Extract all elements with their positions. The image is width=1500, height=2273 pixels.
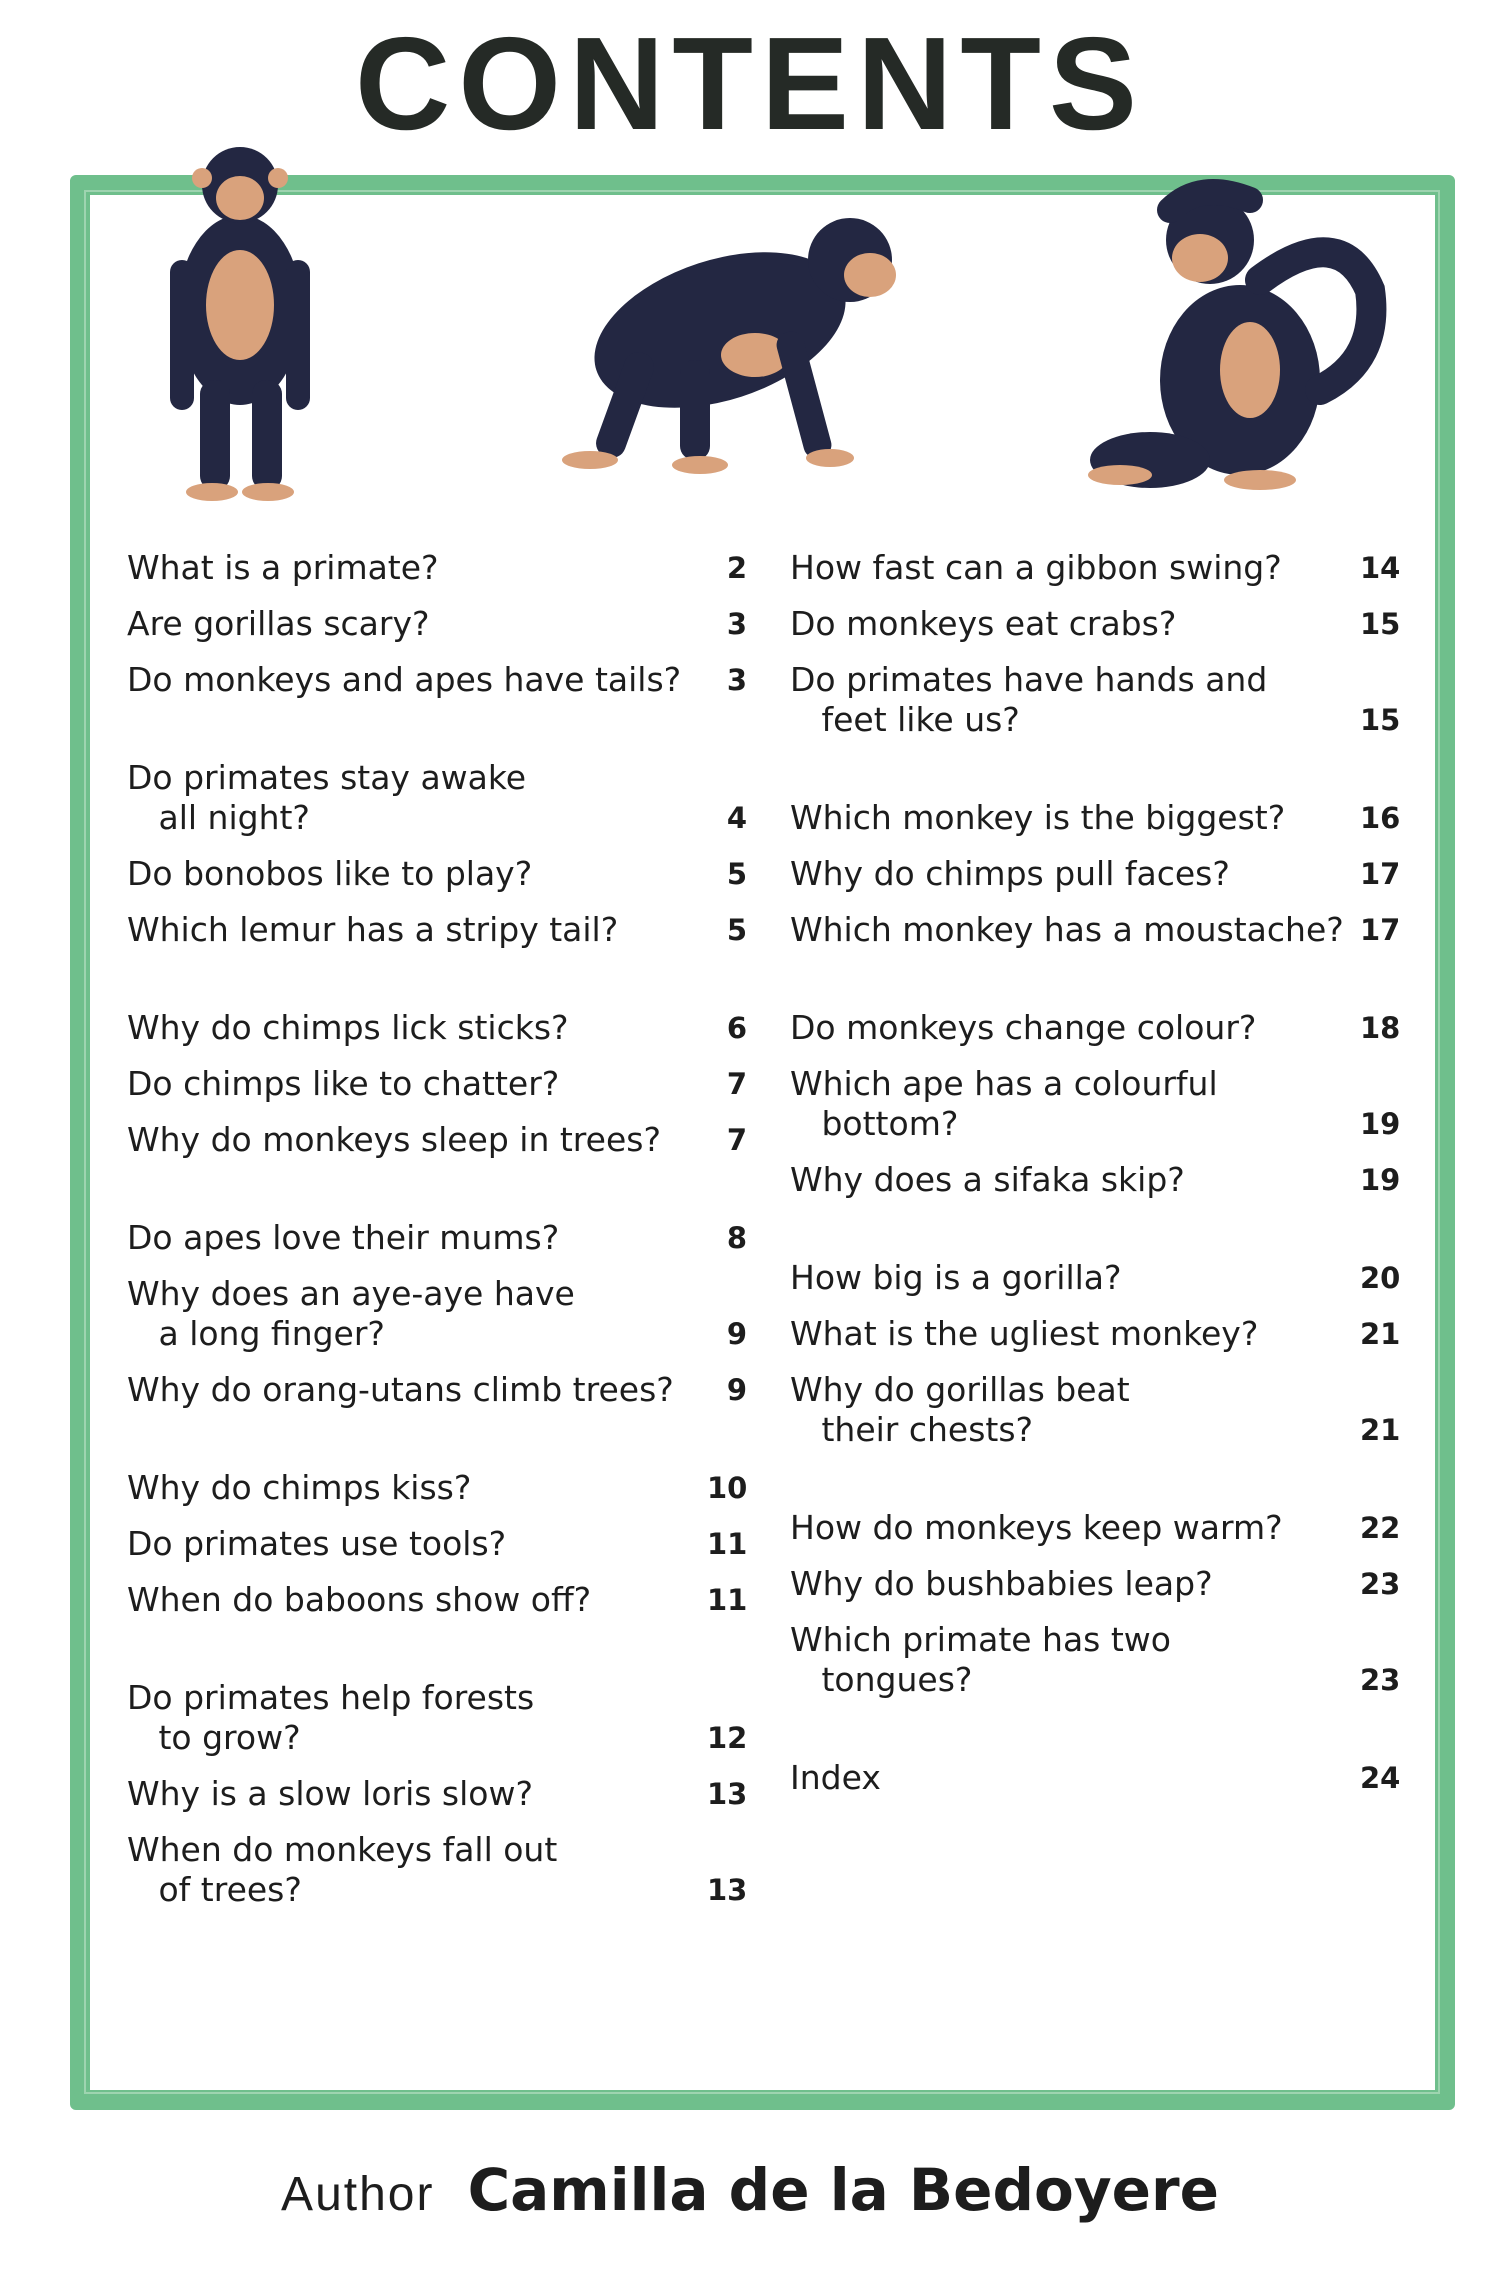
- entry-question: What is the ugliest monkey?: [790, 1314, 1259, 1353]
- contents-entry: [127, 1218, 747, 1258]
- entry-question: Do primates have hands and feet like us?: [790, 660, 1268, 739]
- contents-entry: [127, 758, 747, 838]
- contents-group: [790, 548, 1400, 740]
- entry-question: How big is a gorilla?: [790, 1258, 1122, 1297]
- contents-group: [127, 1468, 747, 1620]
- contents-group: [790, 798, 1400, 950]
- entry-question: Why do chimps kiss?: [127, 1468, 472, 1507]
- contents-entry: [790, 1064, 1400, 1144]
- contents-entry: [127, 854, 747, 894]
- entry-question: How do monkeys keep warm?: [790, 1508, 1283, 1547]
- entry-page-number: 12: [707, 1721, 748, 1755]
- entry-page-number: 9: [726, 1317, 747, 1351]
- entry-page-number: 18: [1360, 1011, 1401, 1045]
- entry-page-number: 4: [726, 801, 747, 835]
- contents-entry: [127, 1274, 747, 1354]
- entry-question: Do apes love their mums?: [127, 1218, 560, 1257]
- contents-entry: [127, 604, 747, 644]
- entry-question: Do bonobos like to play?: [127, 854, 533, 893]
- entry-question: Why do monkeys sleep in trees?: [127, 1120, 661, 1159]
- entry-question: Why do orang-utans climb trees?: [127, 1370, 674, 1409]
- contents-group: [127, 758, 747, 950]
- contents-entry: [127, 660, 747, 700]
- entry-page-number: 24: [1360, 1761, 1401, 1795]
- contents-entry: [790, 1758, 1400, 1798]
- entry-page-number: 16: [1360, 801, 1401, 835]
- entry-question: Do monkeys and apes have tails?: [127, 660, 682, 699]
- contents-entry: [790, 1620, 1400, 1700]
- entry-page-number: 9: [726, 1373, 747, 1407]
- contents-entry: [790, 660, 1400, 740]
- entry-page-number: 3: [726, 663, 747, 697]
- entry-page-number: 21: [1360, 1317, 1401, 1351]
- contents-entry: [790, 604, 1400, 644]
- contents-group: [790, 1258, 1400, 1450]
- contents-entry: [790, 1564, 1400, 1604]
- entry-page-number: 13: [707, 1777, 748, 1811]
- entry-page-number: 21: [1360, 1413, 1401, 1447]
- entry-question: Why does an aye-aye have a long finger?: [127, 1274, 575, 1353]
- entry-question: Why do chimps lick sticks?: [127, 1008, 569, 1047]
- contents-entry: [127, 1830, 747, 1910]
- sitting-chimp-illustration: [1088, 192, 1371, 490]
- entry-question: Do primates stay awake all night?: [127, 758, 527, 837]
- entry-page-number: 10: [707, 1471, 748, 1505]
- contents-entry: [790, 798, 1400, 838]
- entry-page-number: 13: [707, 1873, 748, 1907]
- entry-page-number: 22: [1360, 1511, 1401, 1545]
- contents-entry: [127, 1008, 747, 1048]
- contents-entry: [790, 1370, 1400, 1450]
- entry-page-number: 6: [726, 1011, 747, 1045]
- contents-group: [127, 1678, 747, 1910]
- entry-page-number: 11: [707, 1583, 748, 1617]
- entry-question: Which ape has a colourful bottom?: [790, 1064, 1218, 1143]
- entry-question: When do monkeys fall out of trees?: [127, 1830, 558, 1909]
- standing-chimp-illustration: [170, 147, 310, 501]
- entry-page-number: 17: [1360, 913, 1401, 947]
- entry-question: Index: [790, 1758, 881, 1797]
- contents-entry: [790, 854, 1400, 894]
- entry-question: Do monkeys change colour?: [790, 1008, 1257, 1047]
- entry-question: Do monkeys eat crabs?: [790, 604, 1177, 643]
- entry-question: Why do gorillas beat their chests?: [790, 1370, 1130, 1449]
- contents-entry: [127, 1774, 747, 1814]
- chimp-illustrations: [140, 130, 1420, 510]
- contents-entry: [127, 1678, 747, 1758]
- contents-left-column: [127, 548, 747, 1968]
- contents-entry: [790, 1258, 1400, 1298]
- entry-page-number: 20: [1360, 1261, 1401, 1295]
- contents-entry: [790, 910, 1400, 950]
- contents-entry: [127, 1370, 747, 1410]
- contents-group: [790, 1008, 1400, 1200]
- entry-question: Which monkey has a moustache?: [790, 910, 1344, 949]
- entry-page-number: 19: [1360, 1107, 1401, 1141]
- entry-page-number: 7: [726, 1123, 747, 1157]
- contents-entry: [790, 1008, 1400, 1048]
- entry-page-number: 11: [707, 1527, 748, 1561]
- author-label: Author: [281, 2168, 435, 2221]
- entry-page-number: 8: [726, 1221, 747, 1255]
- entry-question: Are gorillas scary?: [127, 604, 430, 643]
- page-title: CONTENTS: [355, 10, 1145, 157]
- entry-page-number: 2: [726, 551, 747, 585]
- entry-question: Which primate has two tongues?: [790, 1620, 1171, 1699]
- contents-entry: [127, 1524, 747, 1564]
- entry-question: Why do bushbabies leap?: [790, 1564, 1213, 1603]
- entry-page-number: 3: [726, 607, 747, 641]
- contents-entry: [790, 1508, 1400, 1548]
- entry-page-number: 23: [1360, 1567, 1401, 1601]
- author-name: Camilla de la Bedoyere: [467, 2156, 1219, 2224]
- entry-question: Which lemur has a stripy tail?: [127, 910, 619, 949]
- entry-question: How fast can a gibbon swing?: [790, 548, 1282, 587]
- contents-entry: [127, 1064, 747, 1104]
- contents-group: [790, 1508, 1400, 1700]
- entry-page-number: 15: [1360, 703, 1401, 737]
- contents-entry: [790, 1314, 1400, 1354]
- contents-entry: [790, 548, 1400, 588]
- entry-page-number: 15: [1360, 607, 1401, 641]
- contents-entry: [790, 1160, 1400, 1200]
- contents-right-column: [790, 548, 1400, 1856]
- entry-page-number: 23: [1360, 1663, 1401, 1697]
- contents-entry: [127, 1580, 747, 1620]
- entry-page-number: 19: [1360, 1163, 1401, 1197]
- entry-page-number: 7: [726, 1067, 747, 1101]
- entry-question: Why do chimps pull faces?: [790, 854, 1230, 893]
- entry-question: Do primates help forests to grow?: [127, 1678, 535, 1757]
- contents-entry: [127, 548, 747, 588]
- contents-group: [790, 1758, 1400, 1798]
- entry-page-number: 5: [726, 913, 747, 947]
- contents-group: [127, 1008, 747, 1160]
- entry-question: When do baboons show off?: [127, 1580, 592, 1619]
- contents-group: [127, 548, 747, 700]
- entry-question: What is a primate?: [127, 548, 439, 587]
- entry-question: Why does a sifaka skip?: [790, 1160, 1185, 1199]
- entry-question: Why is a slow loris slow?: [127, 1774, 533, 1813]
- entry-page-number: 17: [1360, 857, 1401, 891]
- contents-entry: [127, 910, 747, 950]
- entry-question: Which monkey is the biggest?: [790, 798, 1286, 837]
- contents-group: [127, 1218, 747, 1410]
- entry-page-number: 5: [726, 857, 747, 891]
- author-line: [0, 2156, 1500, 2224]
- entry-question: Do primates use tools?: [127, 1524, 507, 1563]
- entry-page-number: 14: [1360, 551, 1401, 585]
- contents-entry: [127, 1120, 747, 1160]
- contents-entry: [127, 1468, 747, 1508]
- walking-chimp-illustration: [562, 218, 896, 474]
- entry-question: Do chimps like to chatter?: [127, 1064, 560, 1103]
